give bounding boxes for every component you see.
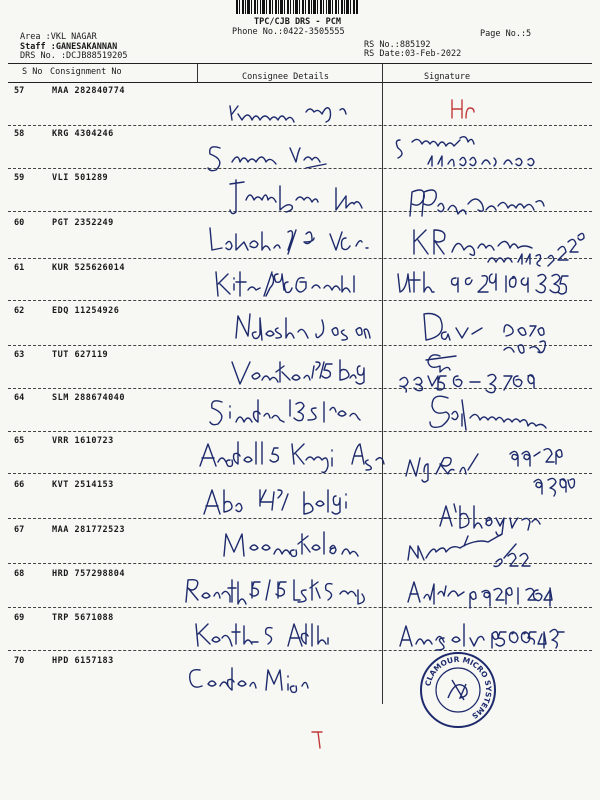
svg-text:CLAMOUR MICRO SYSTEMS: [423, 655, 493, 721]
row-sno: 66: [14, 480, 25, 490]
col-header-signature: Signature: [424, 72, 471, 82]
handwriting-signature-63: [396, 348, 536, 392]
row-consignment: MAA 281772523: [52, 525, 126, 535]
handwriting-signature-58: [394, 130, 554, 174]
row-consignment: KVT 2514153: [52, 480, 114, 490]
rs-date: RS Date:03-Feb-2022: [364, 49, 462, 59]
stray-pen-mark: [308, 728, 328, 752]
header-top-rule: [8, 63, 592, 64]
handwriting-consignee-62: [232, 312, 372, 342]
row-consignment: HPD 6157183: [52, 656, 114, 666]
handwriting-signature-60: [408, 222, 598, 264]
header-bottom-rule: [8, 82, 592, 83]
handwriting-consignee-58: [206, 142, 336, 172]
handwriting-signature-67: [404, 528, 534, 568]
handwriting-signature-65: [402, 446, 572, 488]
handwriting-consignee-69: [192, 618, 332, 654]
row-sno: 59: [14, 173, 25, 183]
row-consignment: PGT 2352249: [52, 218, 114, 228]
row-consignment: VRR 1610723: [52, 436, 114, 446]
row-sno: 63: [14, 350, 25, 360]
handwriting-consignee-60: [206, 224, 376, 258]
handwriting-signature-59: [406, 186, 566, 220]
row-sno: 57: [14, 86, 25, 96]
row-consignment: EDQ 11254926: [52, 306, 120, 316]
handwriting-signature-61: [394, 268, 584, 298]
row-sno: 61: [14, 263, 25, 273]
row-consignment: MAA 282840774: [52, 86, 126, 96]
row-sno: 64: [14, 393, 25, 403]
handwriting-consignee-64: [206, 396, 366, 432]
handwriting-consignee-63: [230, 356, 370, 392]
rs-number: RS No.:885192: [364, 40, 431, 50]
stamp-text: CLAMOUR MICRO SYSTEMS: [423, 654, 494, 721]
col-header-consignee: Consignee Details: [242, 72, 329, 82]
row-sno: 69: [14, 613, 25, 623]
staff-field: Staff :GANESAKANNAN: [20, 42, 118, 52]
row-consignment: KRG 4304246: [52, 129, 114, 139]
row-consignment: TUT 627119: [52, 350, 109, 360]
handwriting-consignee-61: [212, 268, 362, 302]
handwriting-signature-64: [426, 392, 576, 436]
row-consignment: KUR 525626014: [52, 263, 126, 273]
document-title: TPC/CJB DRS - PCM: [254, 17, 341, 27]
row-sno: 67: [14, 525, 25, 535]
handwriting-consignee-68: [182, 574, 362, 608]
handwriting-consignee-59: [228, 178, 368, 216]
col-header-sno: S No: [22, 67, 43, 77]
row-sno: 60: [14, 218, 25, 228]
page-number: Page No.:5: [480, 29, 532, 39]
handwriting-consignee-67: [220, 528, 360, 564]
handwriting-signature-69: [396, 618, 566, 652]
area-field: Area :VKL NAGAR: [20, 32, 97, 42]
phone-number: Phone No.:0422-3505555: [232, 27, 345, 37]
barcode: [236, 0, 358, 14]
row-sno: 68: [14, 569, 25, 579]
row-sno: 65: [14, 436, 25, 446]
row-sno: 70: [14, 656, 25, 666]
col-divider-consignee: [197, 64, 198, 82]
handwriting-consignee-65: [196, 438, 386, 476]
handwriting-signature-68: [404, 572, 554, 612]
col-divider-signature: [382, 64, 383, 704]
row-consignment: SLM 288674040: [52, 393, 126, 403]
col-header-consignment: Consignment No: [50, 67, 122, 77]
handwriting-consignee-66: [200, 484, 350, 522]
row-consignment: HRD 757298804: [52, 569, 126, 579]
row-sno: 58: [14, 129, 25, 139]
company-stamp: [418, 650, 498, 730]
drs-number: DRS No. :DCJB88519205: [20, 51, 128, 61]
row-consignment: VLI 501289: [52, 173, 109, 183]
handwriting-consignee-70: [186, 664, 306, 696]
handwriting-consignee-57: [228, 100, 358, 126]
row-sno: 62: [14, 306, 25, 316]
row-consignment: TRP 5671088: [52, 613, 114, 623]
handwriting-signature-57: [448, 96, 478, 124]
